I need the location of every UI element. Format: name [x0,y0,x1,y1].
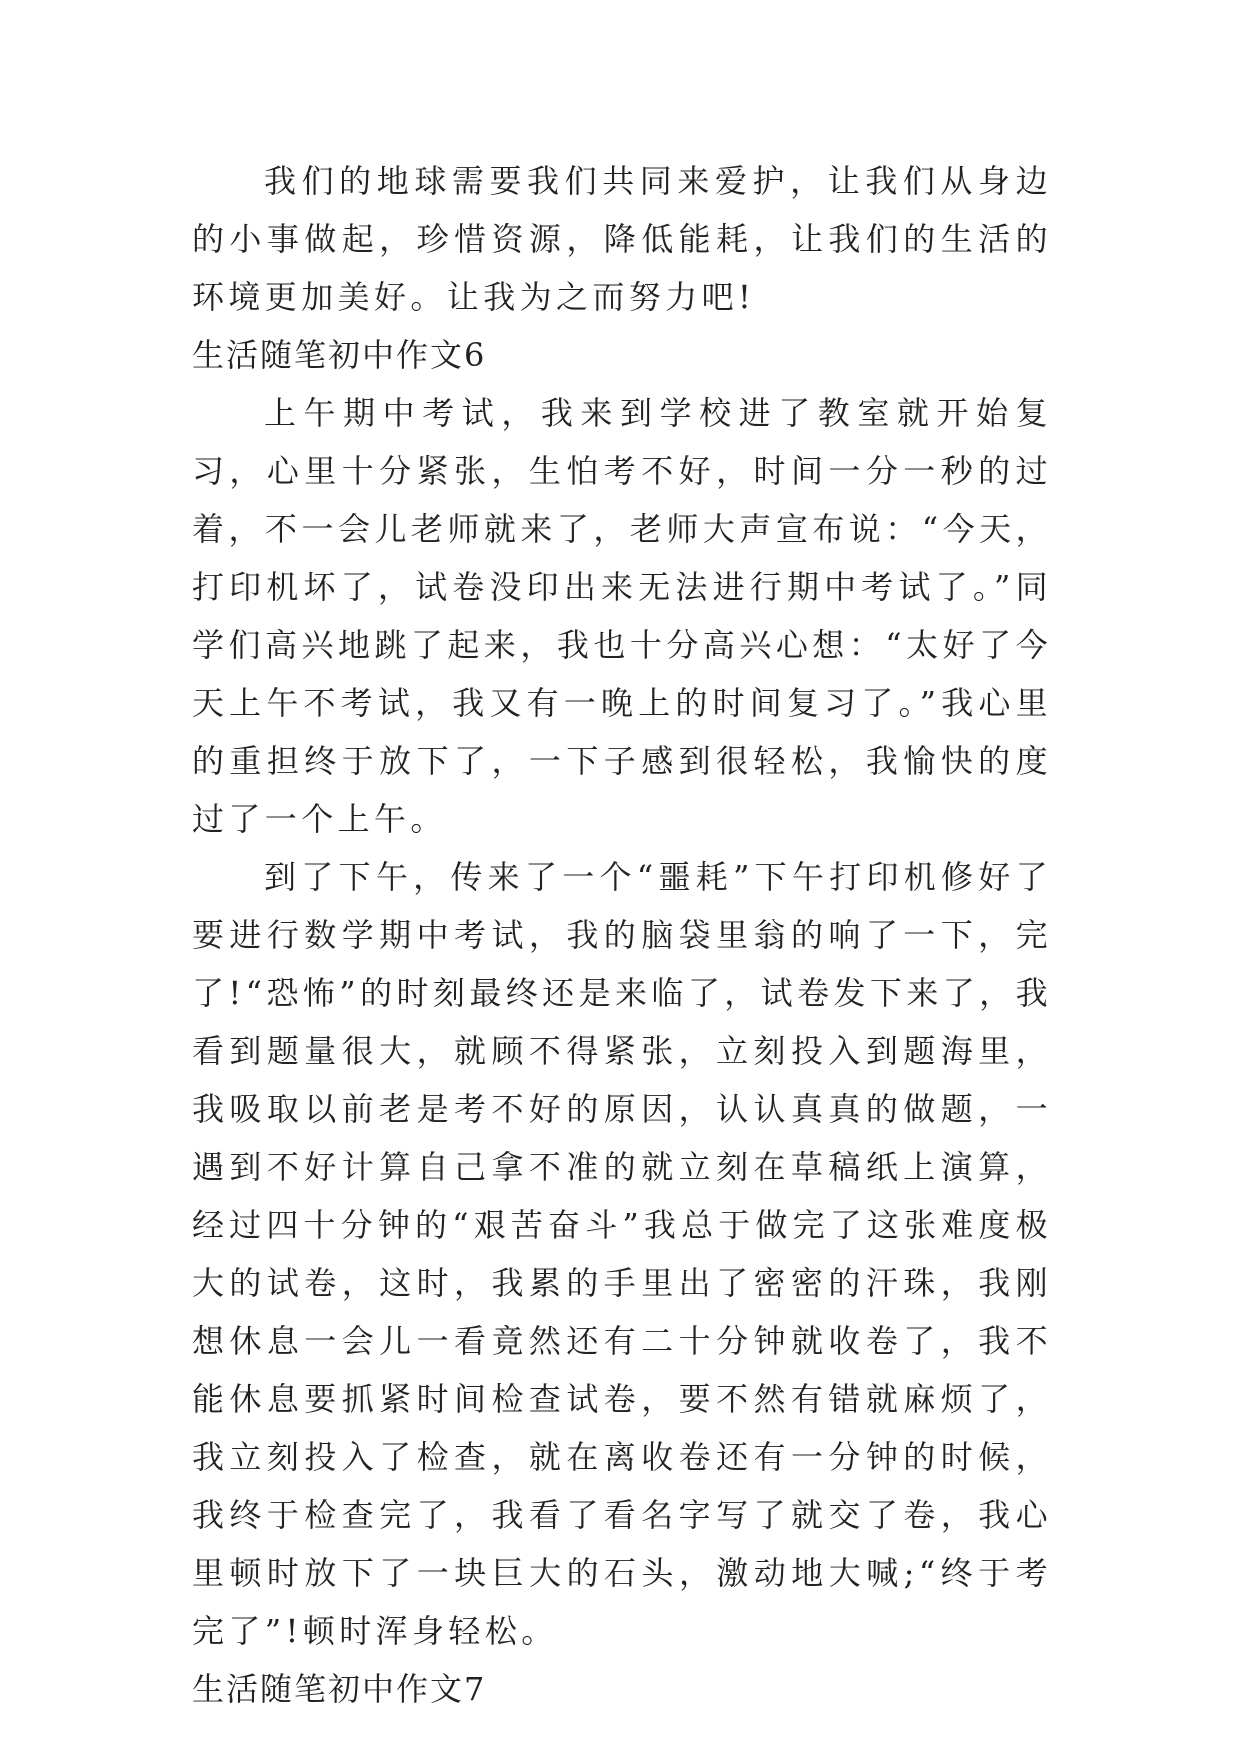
essay-heading-7: 生活随笔初中作文7 [192,1670,487,1708]
paragraph-earth-conservation: 我们的地球需要我们共同来爱护，让我们从身边的小事做起，珍惜资源，降低能耗，让我们的生活的环境更加美好。让我为之而努力吧! [192,162,1052,316]
paragraph-afternoon-exam: 到了下午，传来了一个“噩耗”下午打印机修好了要进行数学期中考试，我的脑袋里翁的响了一下，完了!“恐怖”的时刻最终还是来临了，试卷发下来了，我看到题量很大，就顾不得紧张，立刻投入到题海里，我吸取以前老是考不好的原因，认认真真的做题，一遇到不好计算自己拿不准的就立刻在草稿纸上演算，经过四十分钟的“艰苦奋斗”我总于做完了这张难度极大的试卷，这时，我累的手里出了密密的汗珠，我刚想休息一会儿一看竟然还有二十分钟就收卷了，我不能休息要抓紧时间检查试卷，要不然有错就麻烦了，我立刻投入了检查，就在离收卷还有一分钟的时候，我终于检查完了，我看了看名字写了就交了卷，我心里顿时放下了一块巨大的石头，激动地大喊;“终于考完了”!顿时浑身轻松。 [192,858,1052,1650]
essay-heading-6: 生活随笔初中作文6 [192,336,487,374]
paragraph-morning-exam: 上午期中考试，我来到学校进了教室就开始复习，心里十分紧张，生怕考不好，时间一分一秒的过着，不一会儿老师就来了，老师大声宣布说：“今天，打印机坏了，试卷没印出来无法进行期中考试了。”同学们高兴地跳了起来，我也十分高兴心想：“太好了今天上午不考试，我又有一晚上的时间复习了。”我心里的重担终于放下了，一下子感到很轻松，我愉快的度过了一个上午。 [192,394,1052,838]
document-body [192,152,1052,1718]
